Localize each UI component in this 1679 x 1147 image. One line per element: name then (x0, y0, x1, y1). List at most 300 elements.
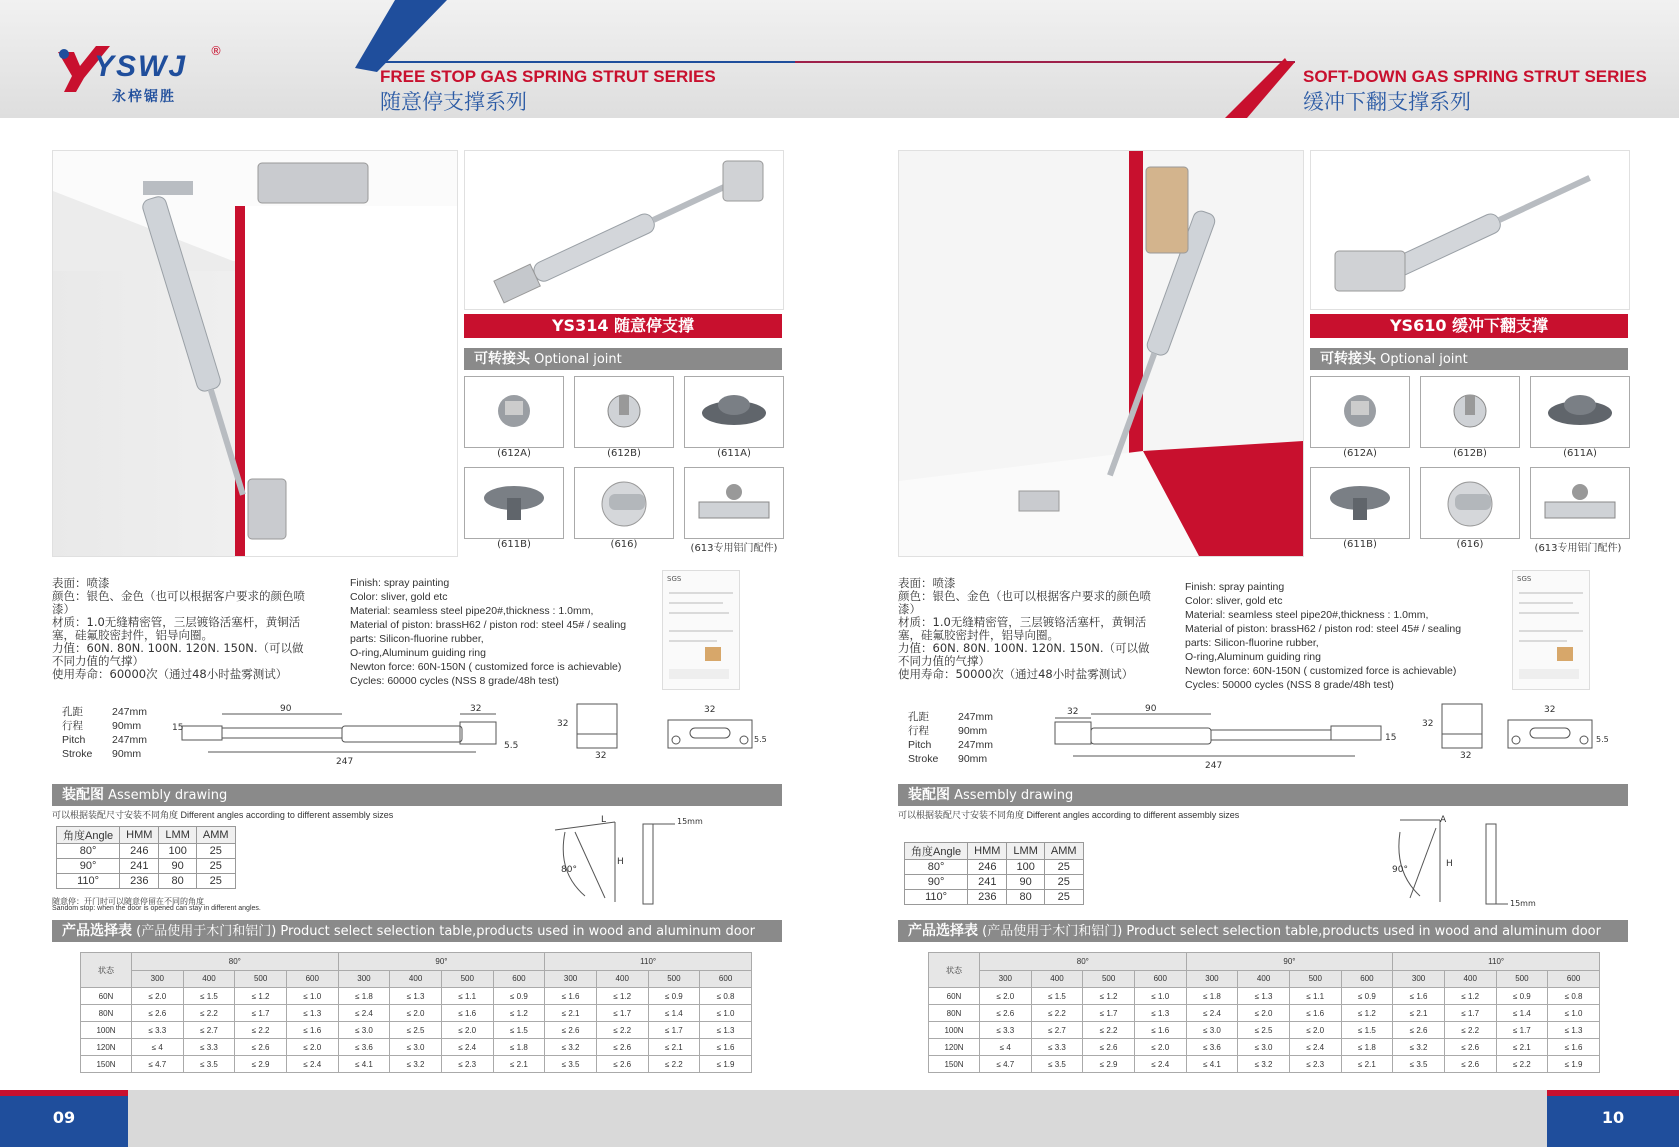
asm-head: HMM (120, 827, 159, 844)
left-dimension-drawing (170, 700, 530, 770)
selection-size-header: 300 (1186, 970, 1238, 988)
selection-corner-cell: 状态 (929, 953, 980, 988)
selection-size-header: 600 (1134, 970, 1186, 988)
selection-value-cell: ≤ 1.2 (493, 1005, 545, 1022)
right-product-title: YS610 缓冲下翻支撑 (1310, 314, 1628, 338)
dim-value: 90mm (112, 720, 142, 732)
right-assembly-table (904, 842, 1084, 905)
spec-line: 材质：1.0无缝精密管，三层镀铬活塞杆，黄铜活塞，硅氟胶密封件，铝导向圈。 (52, 615, 301, 642)
selection-size-header: 300 (338, 970, 390, 988)
dim-text: 32 (595, 751, 607, 760)
dim-text: 32 (1067, 707, 1079, 717)
left-specs-en (350, 576, 640, 688)
selection-value-cell: ≤ 4.1 (338, 1056, 390, 1073)
right-dims-table (908, 710, 993, 766)
left-selection-table-wrap (80, 952, 752, 1073)
selection-size-header: 400 (596, 970, 648, 988)
selection-size-header: 400 (183, 970, 235, 988)
spec-line: Color: sliver, gold etc (350, 591, 448, 603)
selection-value-cell: ≤ 2.6 (1393, 1022, 1445, 1039)
asm-head: AMM (1044, 843, 1083, 860)
selection-value-cell: ≤ 3.5 (183, 1056, 235, 1073)
selection-value-cell: ≤ 2.6 (1083, 1039, 1135, 1056)
selection-angle-header: 80° (980, 953, 1187, 971)
selection-size-header: 600 (700, 970, 752, 988)
joint-label: (611A) (717, 448, 751, 459)
selection-value-cell: ≤ 2.4 (338, 1005, 390, 1022)
spec-line: Material of piston: brassH62 / piston rod: steel 45# / sealing (1185, 623, 1462, 635)
selection-value-cell: ≤ 2.2 (1444, 1022, 1496, 1039)
selection-value-cell: ≤ 2.2 (596, 1022, 648, 1039)
dim-text: 15 (1385, 733, 1397, 743)
spec-line: Cycles: 50000 cycles (NSS 8 grade/48h test) (1185, 679, 1394, 691)
joint-title-cn: 可转接头 (474, 351, 530, 367)
selection-value-cell: ≤ 2.1 (493, 1056, 545, 1073)
selection-value-cell: ≤ 2.4 (1186, 1005, 1238, 1022)
selection-value-cell: ≤ 2.6 (1444, 1056, 1496, 1073)
selection-value-cell: ≤ 1.1 (441, 988, 493, 1005)
asm-cell: 236 (968, 890, 1007, 905)
selection-value-cell: ≤ 1.7 (596, 1005, 648, 1022)
spec-line: 力值：60N. 80N. 100N. 120N. 150N.（可以做不同力值的气撑） (898, 641, 1150, 668)
joint-image-612b (574, 376, 674, 448)
spec-line: parts: Silicon-fluorine rubber, (350, 633, 484, 645)
selection-value-cell: ≤ 2.6 (980, 1005, 1032, 1022)
joint-image-612b (1420, 376, 1520, 448)
dim-label: Pitch (62, 734, 86, 746)
selection-value-cell: ≤ 1.2 (1341, 1005, 1393, 1022)
selection-value-cell: ≤ 1.2 (235, 988, 287, 1005)
asm-head: LMM (1007, 843, 1044, 860)
drawing-label: 80° (561, 865, 577, 875)
asm-cell: 246 (120, 844, 159, 859)
spec-line: Material of piston: brassH62 / piston rod: steel 45# / sealing (350, 619, 627, 631)
left-product-title: YS314 随意停支撑 (464, 314, 782, 338)
asm-head: LMM (159, 827, 196, 844)
logo-text: YSWJ (94, 50, 188, 83)
selection-value-cell: ≤ 1.8 (338, 988, 390, 1005)
asm-head: AMM (196, 827, 235, 844)
spec-line: parts: Silicon-fluorine rubber, (1185, 637, 1319, 649)
selection-value-cell: ≤ 3.0 (1238, 1039, 1290, 1056)
dim-value: 247mm (112, 706, 148, 718)
selection-force-cell: 80N (81, 1005, 132, 1022)
right-assembly-note: 可以根据装配尺寸安装不同角度 Different angles according to different assembly sizes (898, 810, 1240, 820)
asm-cell: 25 (196, 844, 235, 859)
left-selection-header (52, 920, 782, 942)
right-series-title-cn: 缓冲下翻支撑系列 (1303, 90, 1471, 114)
selection-size-header: 300 (980, 970, 1032, 988)
footer-band (0, 1090, 1679, 1147)
svg-text:SGS: SGS (667, 575, 682, 583)
selection-value-cell: ≤ 1.6 (286, 1022, 338, 1039)
left-specs-cn (52, 577, 310, 681)
selection-value-cell: ≤ 1.7 (1083, 1005, 1135, 1022)
dim-value: 90mm (958, 725, 988, 737)
selection-value-cell: ≤ 1.3 (1134, 1005, 1186, 1022)
dim-label: 行程 (62, 720, 83, 732)
selection-value-cell: ≤ 1.8 (1186, 988, 1238, 1005)
selection-value-cell: ≤ 0.9 (1496, 988, 1548, 1005)
right-assembly-header (898, 784, 1628, 806)
selection-force-cell: 80N (929, 1005, 980, 1022)
spec-line: 使用寿命：50000次（通过48小时盐雾测试） (898, 667, 1134, 681)
spec-line: Newton force: 60N-150N ( customized force is achievable) (1185, 665, 1457, 677)
logo-cn: 永梓锯胜 (112, 89, 176, 105)
selection-value-cell: ≤ 1.6 (1289, 1005, 1341, 1022)
joint-image-612a (1310, 376, 1410, 448)
asm-cell: 25 (196, 859, 235, 874)
asm-cell: 90° (57, 859, 120, 874)
selection-angle-header: 110° (1393, 953, 1600, 971)
selection-size-header: 300 (1393, 970, 1445, 988)
selection-value-cell: ≤ 2.7 (1031, 1022, 1083, 1039)
selection-size-header: 400 (390, 970, 442, 988)
joint-image-611b (1310, 467, 1410, 539)
header-stripes (355, 0, 1675, 118)
selection-value-cell: ≤ 3.0 (390, 1039, 442, 1056)
dim-text: 90 (280, 704, 292, 714)
selection-value-cell: ≤ 2.0 (441, 1022, 493, 1039)
right-selection-header (898, 920, 1628, 942)
asm-cell: 110° (57, 874, 120, 889)
dim-text: 32 (1422, 719, 1434, 729)
selection-size-header: 500 (235, 970, 287, 988)
selection-size-header: 400 (1444, 970, 1496, 988)
left-assembly-drawing (545, 812, 715, 912)
selection-title-en: (产品使用于木门和铝门) Product select selection table,products used in wood and aluminum door (136, 924, 755, 939)
selection-size-header: 500 (441, 970, 493, 988)
dim-text: 32 (470, 704, 482, 714)
selection-value-cell: ≤ 1.7 (1444, 1005, 1496, 1022)
asm-cell: 236 (120, 874, 159, 889)
asm-cell: 80° (905, 860, 968, 875)
spec-line: 表面：喷漆 (52, 576, 110, 590)
selection-force-cell: 100N (929, 1022, 980, 1039)
selection-angle-header: 80° (132, 953, 339, 971)
selection-value-cell: ≤ 1.5 (1031, 988, 1083, 1005)
selection-value-cell: ≤ 1.5 (1341, 1022, 1393, 1039)
selection-value-cell: ≤ 2.0 (132, 988, 184, 1005)
spec-line: 颜色：银色、金色（也可以根据客户要求的颜色喷漆） (52, 589, 305, 616)
selection-value-cell: ≤ 1.3 (700, 1022, 752, 1039)
selection-value-cell: ≤ 4 (132, 1039, 184, 1056)
left-joint-header (464, 348, 782, 370)
selection-value-cell: ≤ 2.1 (1393, 1005, 1445, 1022)
selection-value-cell: ≤ 1.1 (1289, 988, 1341, 1005)
selection-angle-header: 90° (338, 953, 545, 971)
dim-text: 32 (704, 705, 716, 715)
selection-corner-cell: 状态 (81, 953, 132, 988)
selection-value-cell: ≤ 1.0 (700, 1005, 752, 1022)
right-specs-cn (898, 577, 1156, 681)
selection-value-cell: ≤ 3.3 (1031, 1039, 1083, 1056)
dim-text: 5.5 (754, 735, 767, 744)
joint-image-611b (464, 467, 564, 539)
selection-value-cell: ≤ 4 (980, 1039, 1032, 1056)
right-bracket-drawing (1420, 700, 1500, 760)
right-dimension-drawing (1045, 700, 1405, 770)
selection-value-cell: ≤ 4.7 (132, 1056, 184, 1073)
left-product-photo (464, 150, 784, 310)
left-main-photo (52, 150, 458, 557)
dim-label: Pitch (908, 739, 932, 751)
left-stop-note-cn: 随意停：开门时可以随意停留在不同的角度 (52, 897, 204, 906)
selection-value-cell: ≤ 2.3 (1289, 1056, 1341, 1073)
selection-value-cell: ≤ 2.4 (1134, 1056, 1186, 1073)
selection-value-cell: ≤ 2.1 (545, 1005, 597, 1022)
dim-text: 32 (1460, 751, 1472, 760)
selection-value-cell: ≤ 3.6 (1186, 1039, 1238, 1056)
selection-value-cell: ≤ 2.7 (183, 1022, 235, 1039)
joint-image-613 (684, 467, 784, 539)
dim-text: 32 (1544, 705, 1556, 715)
dim-text: 5.5 (504, 741, 519, 751)
joint-label: (612A) (1343, 448, 1377, 459)
selection-size-header: 500 (648, 970, 700, 988)
selection-value-cell: ≤ 2.0 (1289, 1022, 1341, 1039)
selection-force-cell: 100N (81, 1022, 132, 1039)
asm-cell: 80 (1007, 890, 1044, 905)
svg-text:SGS: SGS (1517, 575, 1532, 583)
selection-value-cell: ≤ 1.7 (235, 1005, 287, 1022)
selection-angle-header: 90° (1186, 953, 1393, 971)
drawing-label: 15mm (677, 817, 703, 826)
selection-value-cell: ≤ 1.9 (1548, 1056, 1600, 1073)
selection-size-header: 600 (286, 970, 338, 988)
table-row (929, 1039, 1600, 1056)
right-selection-table (928, 952, 1600, 1073)
selection-force-cell: 60N (929, 988, 980, 1005)
selection-value-cell: ≤ 0.8 (1548, 988, 1600, 1005)
selection-value-cell: ≤ 0.9 (493, 988, 545, 1005)
selection-value-cell: ≤ 3.3 (132, 1022, 184, 1039)
selection-value-cell: ≤ 1.6 (1548, 1039, 1600, 1056)
selection-value-cell: ≤ 1.0 (286, 988, 338, 1005)
selection-value-cell: ≤ 1.3 (1548, 1022, 1600, 1039)
spec-line: Cycles: 60000 cycles (NSS 8 grade/48h test) (350, 675, 559, 687)
asm-head: 角度Angle (57, 827, 120, 844)
selection-value-cell: ≤ 2.2 (235, 1022, 287, 1039)
right-main-photo (898, 150, 1304, 557)
joint-image-612a (464, 376, 564, 448)
left-plate-drawing (660, 700, 770, 760)
selection-value-cell: ≤ 1.7 (1496, 1022, 1548, 1039)
spec-line: 力值：60N. 80N. 100N. 120N. 150N.（可以做不同力值的气撑） (52, 641, 304, 668)
asm-head: HMM (968, 843, 1007, 860)
selection-value-cell: ≤ 2.0 (1134, 1039, 1186, 1056)
left-dims-table (62, 705, 147, 761)
joint-label: (613专用铝门配件) (1534, 543, 1622, 554)
assembly-title-en: Assembly drawing (108, 788, 228, 803)
dim-value: 90mm (112, 748, 142, 760)
dim-text: 90 (1145, 704, 1157, 714)
spec-line: Material: seamless steel pipe20#,thickness : 1.0mm, (350, 605, 594, 617)
selection-value-cell: ≤ 1.2 (596, 988, 648, 1005)
selection-value-cell: ≤ 2.9 (235, 1056, 287, 1073)
ys610-strut-image (1311, 151, 1629, 309)
right-plate-drawing (1500, 700, 1620, 760)
selection-title-cn: 产品选择表 (62, 923, 132, 939)
selection-value-cell: ≤ 3.5 (545, 1056, 597, 1073)
selection-value-cell: ≤ 1.2 (1083, 988, 1135, 1005)
asm-head: 角度Angle (905, 843, 968, 860)
page-number-right: 10 (1547, 1096, 1679, 1147)
joint-image-611a (684, 376, 784, 448)
dim-label: Stroke (62, 748, 93, 760)
asm-cell: 110° (905, 890, 968, 905)
dim-label: Stroke (908, 753, 939, 765)
selection-value-cell: ≤ 2.0 (980, 988, 1032, 1005)
assembly-title-en: Assembly drawing (954, 788, 1074, 803)
dim-value: 247mm (112, 734, 148, 746)
left-bracket-drawing (555, 700, 635, 760)
soft-down-install-image (899, 151, 1303, 556)
selection-size-header: 400 (1238, 970, 1290, 988)
selection-value-cell: ≤ 1.6 (700, 1039, 752, 1056)
joint-label: (611B) (1343, 539, 1377, 550)
drawing-label: 90° (1392, 865, 1408, 875)
asm-cell: 100 (1007, 860, 1044, 875)
selection-value-cell: ≤ 1.7 (648, 1022, 700, 1039)
right-product-photo (1310, 150, 1630, 310)
selection-force-cell: 150N (81, 1056, 132, 1073)
dim-text: 247 (1205, 761, 1223, 770)
selection-value-cell: ≤ 1.6 (1393, 988, 1445, 1005)
selection-value-cell: ≤ 1.0 (1548, 1005, 1600, 1022)
selection-value-cell: ≤ 2.4 (1289, 1039, 1341, 1056)
asm-cell: 241 (120, 859, 159, 874)
selection-value-cell: ≤ 2.6 (1444, 1039, 1496, 1056)
selection-value-cell: ≤ 3.2 (1393, 1039, 1445, 1056)
selection-value-cell: ≤ 2.5 (390, 1022, 442, 1039)
asm-cell: 25 (1044, 890, 1083, 905)
selection-force-cell: 120N (929, 1039, 980, 1056)
spec-line: Color: sliver, gold etc (1185, 595, 1283, 607)
table-row (929, 988, 1600, 1005)
drawing-label: H (617, 857, 624, 867)
selection-value-cell: ≤ 2.3 (441, 1056, 493, 1073)
dim-value: 247mm (958, 711, 994, 723)
selection-value-cell: ≤ 1.9 (700, 1056, 752, 1073)
drawing-label: 15mm (1510, 899, 1536, 908)
selection-value-cell: ≤ 2.2 (648, 1056, 700, 1073)
selection-size-header: 400 (1031, 970, 1083, 988)
selection-value-cell: ≤ 2.0 (390, 1005, 442, 1022)
right-specs-en (1185, 580, 1475, 692)
spec-line: 颜色：银色、金色（也可以根据客户要求的颜色喷漆） (898, 589, 1151, 616)
selection-value-cell: ≤ 3.5 (1393, 1056, 1445, 1073)
left-assembly-header (52, 784, 782, 806)
asm-cell: 80° (57, 844, 120, 859)
selection-value-cell: ≤ 3.0 (338, 1022, 390, 1039)
drawing-label: L (601, 815, 607, 825)
selection-size-header: 500 (1289, 970, 1341, 988)
ys314-strut-image (465, 151, 783, 309)
selection-value-cell: ≤ 3.2 (390, 1056, 442, 1073)
selection-value-cell: ≤ 1.3 (390, 988, 442, 1005)
selection-value-cell: ≤ 2.0 (286, 1039, 338, 1056)
table-row (81, 1056, 752, 1073)
selection-force-cell: 60N (81, 988, 132, 1005)
selection-force-cell: 120N (81, 1039, 132, 1056)
joint-image-611a (1530, 376, 1630, 448)
left-selection-table (80, 952, 752, 1073)
joint-label: (612B) (607, 448, 641, 459)
selection-value-cell: ≤ 2.2 (183, 1005, 235, 1022)
selection-value-cell: ≤ 1.5 (493, 1022, 545, 1039)
selection-size-header: 600 (1341, 970, 1393, 988)
joint-label: (611B) (497, 539, 531, 550)
table-row (81, 1022, 752, 1039)
joint-label: (612B) (1453, 448, 1487, 459)
joint-title-en: Optional joint (1380, 352, 1468, 367)
joint-label: (616) (1456, 539, 1484, 550)
table-row (81, 988, 752, 1005)
dim-text: 5.5 (1596, 735, 1609, 744)
right-selection-table-wrap (928, 952, 1600, 1073)
selection-value-cell: ≤ 1.8 (1341, 1039, 1393, 1056)
selection-value-cell: ≤ 2.1 (648, 1039, 700, 1056)
joint-image-616 (1420, 467, 1520, 539)
dim-text: 247 (336, 757, 354, 767)
dim-label: 行程 (908, 725, 929, 737)
gas-strut-install-image (53, 151, 457, 556)
joint-image-613 (1530, 467, 1630, 539)
table-row (81, 1039, 752, 1056)
spec-line: 材质：1.0无缝精密管，三层镀铬活塞杆，黄铜活塞，硅氟胶密封件，铝导向圈。 (898, 615, 1147, 642)
selection-value-cell: ≤ 2.2 (1496, 1056, 1548, 1073)
selection-value-cell: ≤ 4.7 (980, 1056, 1032, 1073)
selection-value-cell: ≤ 1.4 (1496, 1005, 1548, 1022)
selection-value-cell: ≤ 2.4 (286, 1056, 338, 1073)
table-row (929, 1056, 1600, 1073)
left-series-title-cn: 随意停支撑系列 (380, 90, 527, 114)
selection-value-cell: ≤ 1.6 (1134, 1022, 1186, 1039)
selection-value-cell: ≤ 1.6 (545, 988, 597, 1005)
selection-value-cell: ≤ 3.6 (338, 1039, 390, 1056)
logo (52, 40, 232, 110)
left-series-title-en: FREE STOP GAS SPRING STRUT SERIES (380, 67, 716, 86)
joint-label: (612A) (497, 448, 531, 459)
selection-value-cell: ≤ 2.6 (235, 1039, 287, 1056)
selection-size-header: 300 (545, 970, 597, 988)
selection-value-cell: ≤ 2.9 (1083, 1056, 1135, 1073)
selection-value-cell: ≤ 3.2 (545, 1039, 597, 1056)
spec-line: Finish: spray painting (1185, 581, 1285, 593)
joint-title-en: Optional joint (534, 352, 622, 367)
selection-value-cell: ≤ 2.6 (132, 1005, 184, 1022)
page-number-left: 09 (0, 1096, 128, 1147)
dim-text: 15 (172, 723, 184, 733)
selection-value-cell: ≤ 1.6 (441, 1005, 493, 1022)
joint-title-cn: 可转接头 (1320, 351, 1376, 367)
asm-cell: 90° (905, 875, 968, 890)
right-sgs-certificate (1512, 570, 1590, 690)
logo-registered: ® (210, 44, 222, 58)
selection-size-header: 600 (1548, 970, 1600, 988)
selection-value-cell: ≤ 3.5 (1031, 1056, 1083, 1073)
selection-value-cell: ≤ 2.5 (1238, 1022, 1290, 1039)
selection-value-cell: ≤ 2.6 (596, 1039, 648, 1056)
asm-cell: 241 (968, 875, 1007, 890)
dim-value: 247mm (958, 739, 994, 751)
selection-value-cell: ≤ 1.8 (493, 1039, 545, 1056)
selection-size-header: 600 (493, 970, 545, 988)
spec-line: Material: seamless steel pipe20#,thickness : 1.0mm, (1185, 609, 1429, 621)
left-assembly-note: 可以根据装配尺寸安装不同角度 Different angles according to different assembly sizes (52, 810, 394, 820)
asm-cell: 80 (159, 874, 196, 889)
